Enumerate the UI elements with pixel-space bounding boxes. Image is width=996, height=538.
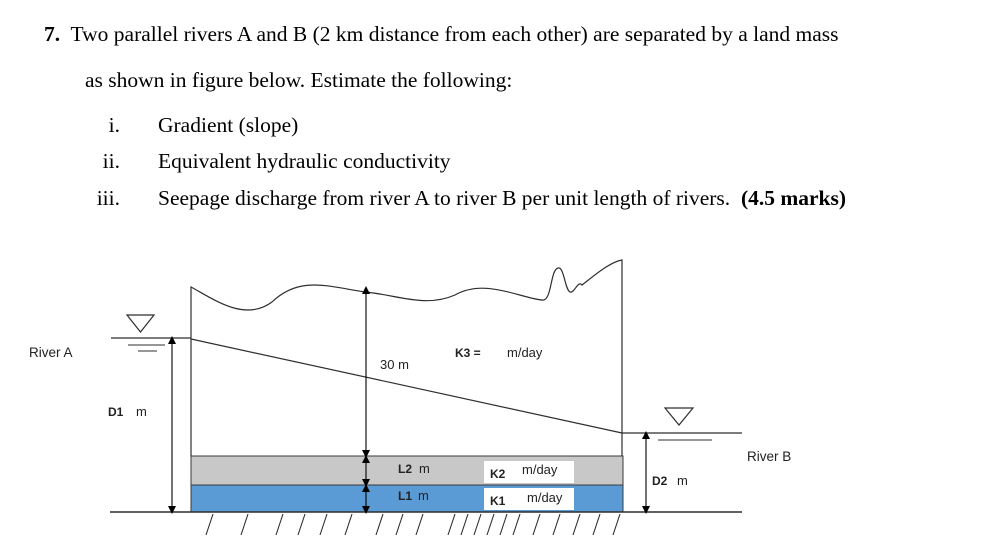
k1-label: K1	[490, 494, 506, 508]
question-number: 7.	[44, 22, 61, 46]
river-a-triangle-icon	[127, 315, 154, 332]
item-text-2: Equivalent hydraulic conductivity	[158, 149, 451, 173]
d2-unit: m	[677, 473, 688, 488]
phreatic-line	[191, 339, 622, 433]
marks-label: (4.5 marks)	[740, 186, 847, 210]
item-numeral-1: i.	[108, 113, 120, 137]
k3-unit: m/day	[507, 345, 543, 360]
river-b-label: River B	[747, 449, 792, 464]
river-b-triangle-icon	[665, 408, 693, 425]
item-text-1: Gradient (slope)	[158, 113, 299, 137]
question-text-line-1: Two parallel rivers A and B (2 km distance from each other) are separated by a land mass	[70, 22, 839, 46]
river-a-label: River A	[29, 345, 73, 360]
height-label: 30 m	[380, 357, 409, 372]
question-text-line-2: as shown in figure below. Estimate the following:	[85, 68, 513, 92]
k2-label: K2	[490, 467, 506, 481]
l1-unit: m	[418, 488, 429, 503]
k2-unit: m/day	[522, 462, 558, 477]
item-numeral-2: ii.	[102, 149, 120, 173]
d2-label: D2	[652, 474, 668, 488]
l1-label: L1	[398, 489, 413, 503]
item-numeral-3: iii.	[96, 186, 120, 210]
l2-unit: m	[419, 461, 430, 476]
d1-unit: m	[136, 404, 147, 419]
ground-hatching	[206, 514, 620, 535]
k3-label: K3 =	[455, 346, 481, 360]
item-text-3: Seepage discharge from river A to river B per unit length of rivers.	[158, 186, 731, 210]
l2-label: L2	[398, 462, 413, 476]
d1-label: D1	[108, 405, 124, 419]
k1-unit: m/day	[527, 490, 563, 505]
